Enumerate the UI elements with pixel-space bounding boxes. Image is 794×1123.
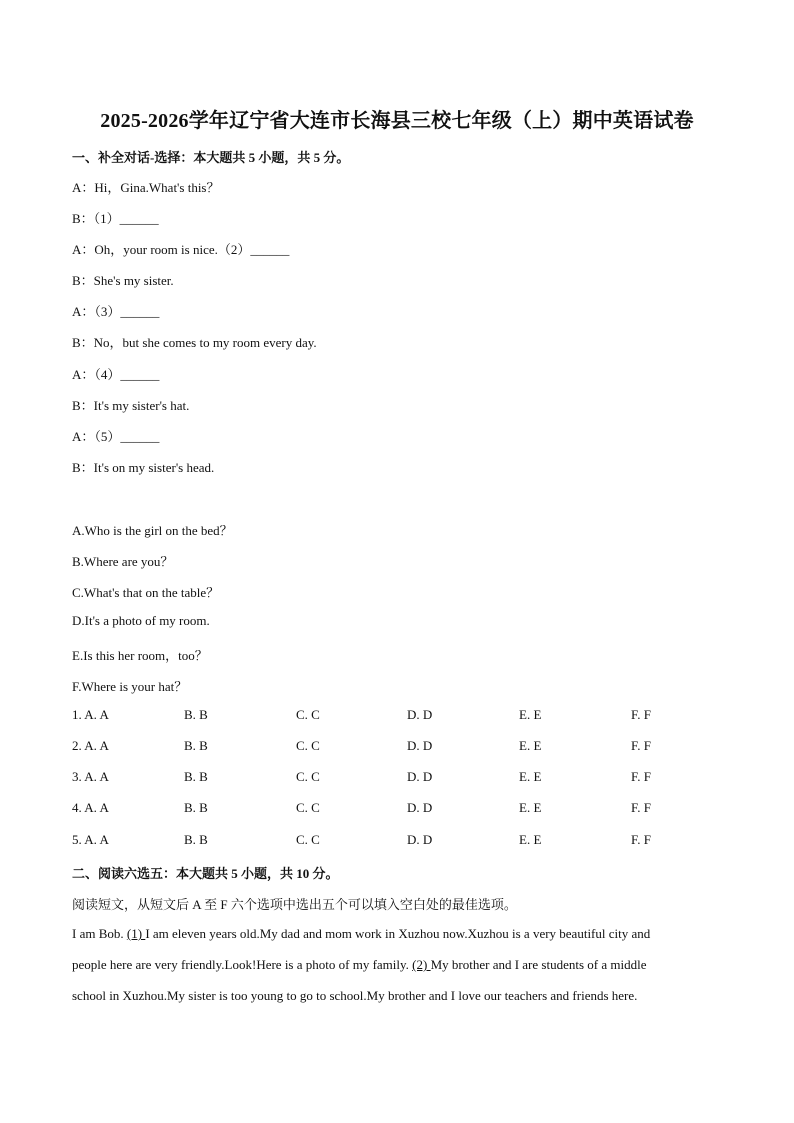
- passage-text: I am Bob.: [72, 926, 127, 941]
- answer-option[interactable]: F. F: [631, 832, 651, 847]
- answer-row-5: [72, 832, 732, 852]
- dialogue-line: A：（5）______: [72, 429, 160, 444]
- answer-option[interactable]: C. C: [296, 800, 320, 815]
- passage-line-1: [72, 926, 650, 942]
- answer-option[interactable]: E. E: [519, 832, 542, 847]
- answer-option[interactable]: F. F: [631, 738, 651, 753]
- answer-option[interactable]: 1. A. A: [72, 707, 109, 722]
- dialogue-line: A：Oh，your room is nice.（2）______: [72, 242, 290, 257]
- dialogue-line: A：（4）______: [72, 367, 160, 382]
- dialogue-line: A：（3）______: [72, 304, 160, 319]
- answer-option[interactable]: 5. A. A: [72, 832, 109, 847]
- dialogue-line: B：It's on my sister's head.: [72, 460, 215, 475]
- passage-text: people here are very friendly.Look!Here is a photo of my family.: [72, 957, 413, 972]
- answer-row-4: [72, 800, 732, 820]
- answer-option[interactable]: D. D: [407, 800, 433, 815]
- passage-line-2: [72, 957, 646, 973]
- answer-option[interactable]: E. E: [519, 738, 542, 753]
- choice-option: C.What's that on the table？: [72, 585, 220, 600]
- choice-option: B.Where are you？: [72, 554, 174, 569]
- blank-2[interactable]: (2): [412, 957, 431, 972]
- dialogue-line: B：（1）______: [72, 211, 159, 226]
- answer-option[interactable]: E. E: [519, 769, 542, 784]
- answer-option[interactable]: F. F: [631, 769, 651, 784]
- answer-row-3: [72, 769, 732, 789]
- answer-option[interactable]: 4. A. A: [72, 800, 109, 815]
- dialogue-line: B：She's my sister.: [72, 273, 174, 288]
- answer-option[interactable]: B. B: [184, 832, 208, 847]
- answer-option[interactable]: F. F: [631, 707, 651, 722]
- answer-option[interactable]: D. D: [407, 738, 433, 753]
- section-2-instruction: 阅读短文，从短文后 A 至 F 六个选项中选出五个可以填入空白处的最佳选项。: [72, 897, 517, 912]
- choice-option: F.Where is your hat？: [72, 679, 188, 694]
- dialogue-line: B：It's my sister's hat.: [72, 398, 190, 413]
- choice-option: E.Is this her room，too？: [72, 648, 208, 663]
- answer-option[interactable]: D. D: [407, 769, 433, 784]
- answer-option[interactable]: D. D: [407, 707, 433, 722]
- answer-option[interactable]: 2. A. A: [72, 738, 109, 753]
- page-title: 2025-2026学年辽宁省大连市长海县三校七年级（上）期中英语试卷: [100, 110, 694, 132]
- answer-option[interactable]: B. B: [184, 800, 208, 815]
- answer-option[interactable]: C. C: [296, 738, 320, 753]
- passage-text: My brother and I are students of a middle: [430, 957, 647, 972]
- passage-line-3: school in Xuzhou.My sister is too young to go to school.My brother and I love our teachers and friends here.: [72, 988, 638, 1003]
- answer-row-2: [72, 738, 732, 758]
- answer-option[interactable]: B. B: [184, 769, 208, 784]
- answer-option[interactable]: C. C: [296, 832, 320, 847]
- answer-option[interactable]: F. F: [631, 800, 651, 815]
- answer-option[interactable]: E. E: [519, 707, 542, 722]
- blank-1[interactable]: (1): [126, 926, 146, 941]
- answer-option[interactable]: C. C: [296, 707, 320, 722]
- answer-option[interactable]: D. D: [407, 832, 433, 847]
- answer-option[interactable]: B. B: [184, 738, 208, 753]
- section-2-heading: 二、阅读六选五：本大题共 5 小题，共 10 分。: [72, 866, 339, 881]
- choice-option: A.Who is the girl on the bed？: [72, 523, 233, 538]
- answer-option[interactable]: E. E: [519, 800, 542, 815]
- answer-option[interactable]: B. B: [184, 707, 208, 722]
- answer-row-1: [72, 707, 732, 727]
- passage-text: I am eleven years old.My dad and mom work in Xuzhou now.Xuzhou is a very beautiful city and: [145, 926, 651, 941]
- dialogue-line: B：No，but she comes to my room every day.: [72, 335, 317, 350]
- section-1-heading: 一、补全对话-选择：本大题共 5 小题，共 5 分。: [72, 150, 350, 165]
- answer-option[interactable]: C. C: [296, 769, 320, 784]
- answer-option[interactable]: 3. A. A: [72, 769, 109, 784]
- dialogue-line: A：Hi，Gina.What's this？: [72, 180, 220, 195]
- choice-option: D.It's a photo of my room.: [72, 613, 210, 628]
